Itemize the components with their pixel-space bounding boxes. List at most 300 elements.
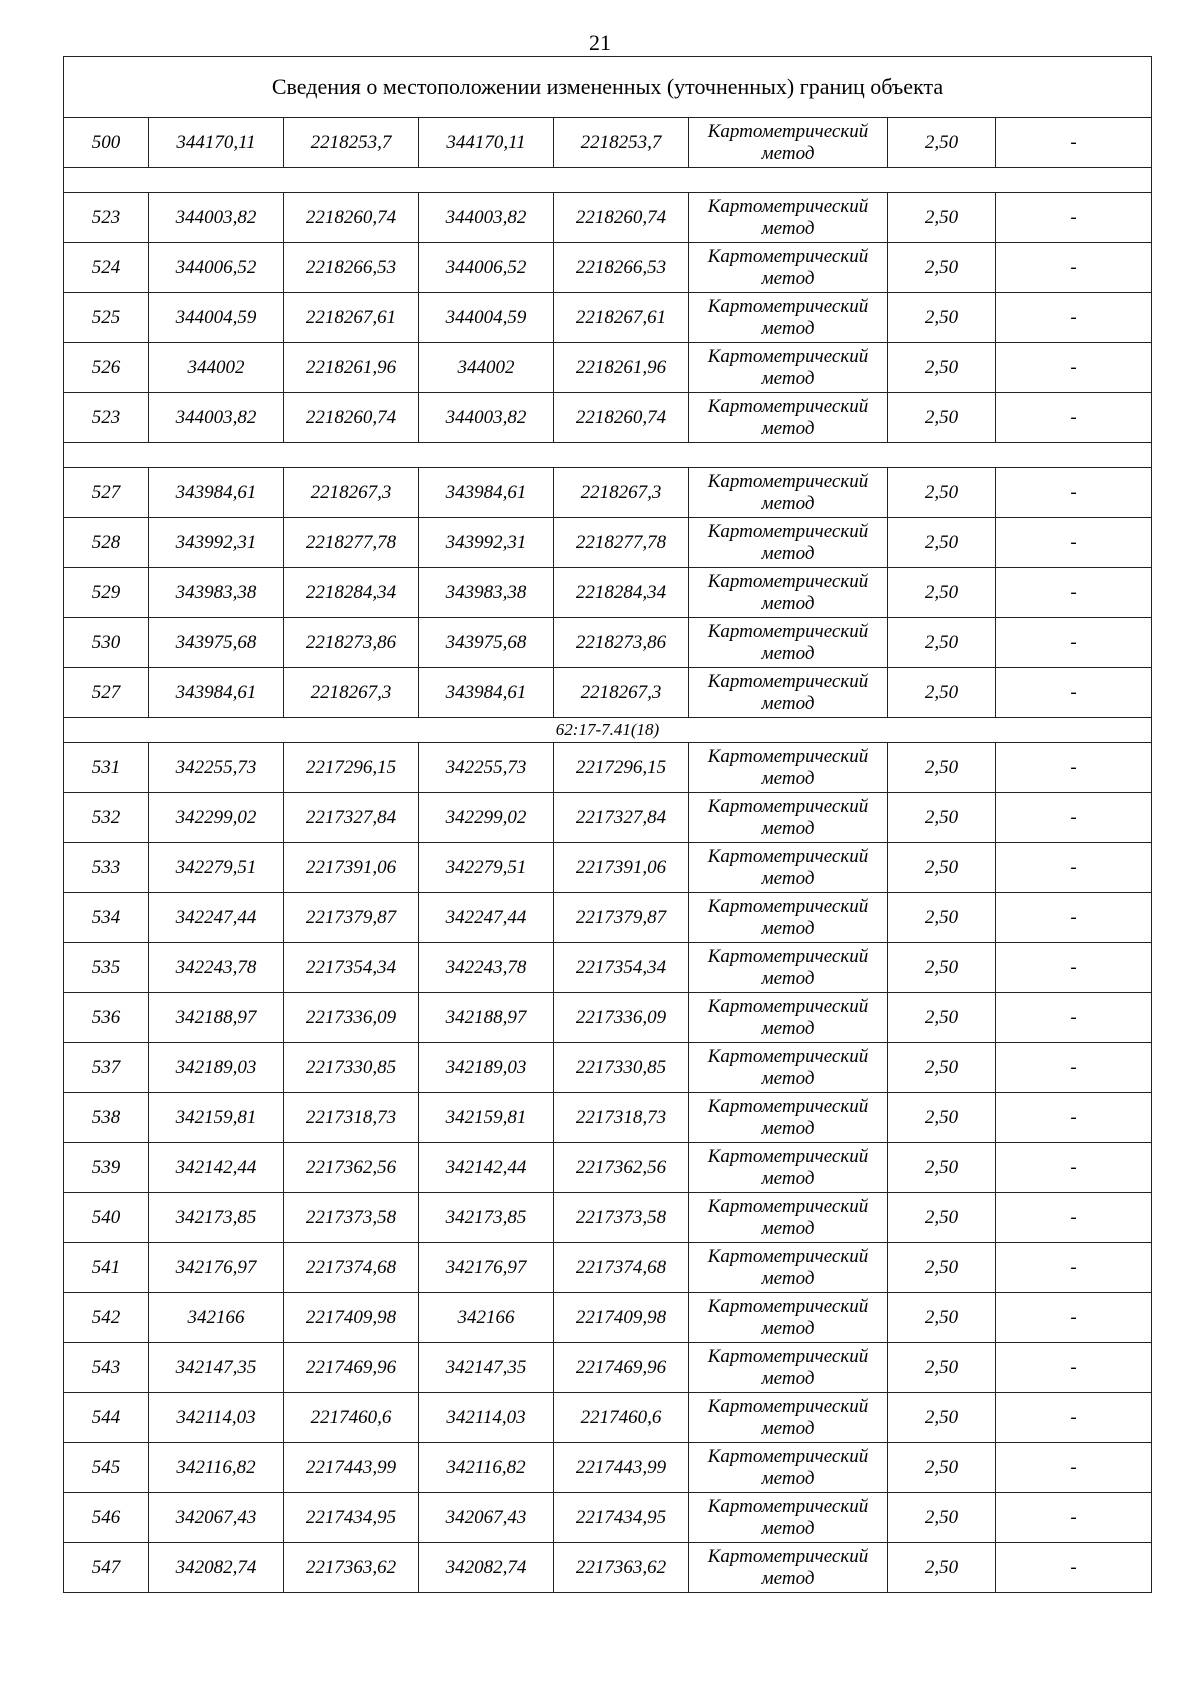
note-cell: -	[996, 668, 1152, 718]
table-row	[64, 1043, 1152, 1093]
accuracy-cell: 2,50	[888, 1493, 996, 1543]
x-new-cell: 344003,82	[419, 393, 554, 443]
y-new-cell: 2217318,73	[554, 1093, 689, 1143]
note-cell: -	[996, 1493, 1152, 1543]
table-row	[64, 343, 1152, 393]
contour-separator-row	[64, 168, 1152, 193]
table-row	[64, 118, 1152, 168]
method-cell	[689, 993, 888, 1043]
y-existing-cell: 2217354,34	[284, 943, 419, 993]
point-number-cell: 534	[64, 893, 149, 943]
y-new-cell: 2217354,34	[554, 943, 689, 993]
accuracy-cell: 2,50	[888, 1093, 996, 1143]
method-cell	[689, 118, 888, 168]
note-cell: -	[996, 118, 1152, 168]
accuracy-cell: 2,50	[888, 668, 996, 718]
table-row	[64, 893, 1152, 943]
x-existing-cell: 344003,82	[149, 393, 284, 443]
point-number-cell: 537	[64, 1043, 149, 1093]
accuracy-cell: 2,50	[888, 468, 996, 518]
point-number-cell: 533	[64, 843, 149, 893]
accuracy-cell: 2,50	[888, 518, 996, 568]
method-line1: Картометрический	[707, 295, 869, 317]
method-line1: Картометрический	[707, 1545, 869, 1567]
table-row	[64, 1543, 1152, 1593]
note-cell: -	[996, 393, 1152, 443]
method-line2: метод	[761, 767, 815, 789]
method-cell	[689, 1343, 888, 1393]
method-cell	[689, 1043, 888, 1093]
method-line2: метод	[761, 417, 815, 439]
method-line2: метод	[761, 142, 815, 164]
y-existing-cell: 2218267,61	[284, 293, 419, 343]
table-row	[64, 1193, 1152, 1243]
y-new-cell: 2217391,06	[554, 843, 689, 893]
table-row	[64, 568, 1152, 618]
note-cell: -	[996, 793, 1152, 843]
y-existing-cell: 2218273,86	[284, 618, 419, 668]
x-existing-cell: 342166	[149, 1293, 284, 1343]
point-number-cell: 528	[64, 518, 149, 568]
y-new-cell: 2217296,15	[554, 743, 689, 793]
point-number-cell: 523	[64, 393, 149, 443]
accuracy-cell: 2,50	[888, 243, 996, 293]
y-existing-cell: 2217327,84	[284, 793, 419, 843]
method-line2: метод	[761, 1067, 815, 1089]
method-cell	[689, 1493, 888, 1543]
y-existing-cell: 2217296,15	[284, 743, 419, 793]
method-cell	[689, 668, 888, 718]
point-number-cell: 527	[64, 468, 149, 518]
y-existing-cell: 2217363,62	[284, 1543, 419, 1593]
x-new-cell: 344006,52	[419, 243, 554, 293]
point-number-cell: 530	[64, 618, 149, 668]
point-number-cell: 542	[64, 1293, 149, 1343]
method-line1: Картометрический	[707, 570, 869, 592]
method-line1: Картометрический	[707, 245, 869, 267]
note-cell: -	[996, 1443, 1152, 1493]
y-existing-cell: 2217318,73	[284, 1093, 419, 1143]
y-existing-cell: 2218260,74	[284, 393, 419, 443]
note-cell: -	[996, 1543, 1152, 1593]
y-new-cell: 2218267,61	[554, 293, 689, 343]
point-number-cell: 531	[64, 743, 149, 793]
table-row	[64, 468, 1152, 518]
method-line1: Картометрический	[707, 1095, 869, 1117]
method-line1: Картометрический	[707, 995, 869, 1017]
y-existing-cell: 2218284,34	[284, 568, 419, 618]
point-number-cell: 539	[64, 1143, 149, 1193]
note-cell: -	[996, 1043, 1152, 1093]
x-existing-cell: 344002	[149, 343, 284, 393]
method-line1: Картометрический	[707, 1145, 869, 1167]
point-number-cell: 535	[64, 943, 149, 993]
note-cell: -	[996, 1293, 1152, 1343]
method-line2: метод	[761, 1267, 815, 1289]
contour-label: 62:17-7.41(18)	[64, 718, 1152, 743]
accuracy-cell: 2,50	[888, 293, 996, 343]
method-line2: метод	[761, 1417, 815, 1439]
table-row	[64, 743, 1152, 793]
y-new-cell: 2217409,98	[554, 1293, 689, 1343]
x-existing-cell: 344170,11	[149, 118, 284, 168]
table-row	[64, 243, 1152, 293]
x-existing-cell: 342147,35	[149, 1343, 284, 1393]
method-line2: метод	[761, 317, 815, 339]
table-row	[64, 193, 1152, 243]
method-line2: метод	[761, 692, 815, 714]
y-new-cell: 2217379,87	[554, 893, 689, 943]
x-existing-cell: 343975,68	[149, 618, 284, 668]
note-cell: -	[996, 193, 1152, 243]
accuracy-cell: 2,50	[888, 393, 996, 443]
x-new-cell: 342082,74	[419, 1543, 554, 1593]
x-new-cell: 342142,44	[419, 1143, 554, 1193]
x-new-cell: 342166	[419, 1293, 554, 1343]
x-existing-cell: 342247,44	[149, 893, 284, 943]
x-existing-cell: 342279,51	[149, 843, 284, 893]
x-existing-cell: 344003,82	[149, 193, 284, 243]
x-existing-cell: 343992,31	[149, 518, 284, 568]
method-cell	[689, 1443, 888, 1493]
y-new-cell: 2218253,7	[554, 118, 689, 168]
method-line2: метод	[761, 367, 815, 389]
note-cell: -	[996, 518, 1152, 568]
y-new-cell: 2217363,62	[554, 1543, 689, 1593]
method-line2: метод	[761, 1367, 815, 1389]
x-existing-cell: 343984,61	[149, 668, 284, 718]
x-existing-cell: 342255,73	[149, 743, 284, 793]
method-line1: Картометрический	[707, 345, 869, 367]
y-new-cell: 2217373,58	[554, 1193, 689, 1243]
method-cell	[689, 193, 888, 243]
x-new-cell: 342279,51	[419, 843, 554, 893]
method-cell	[689, 393, 888, 443]
y-new-cell: 2218260,74	[554, 193, 689, 243]
method-cell	[689, 568, 888, 618]
method-line1: Картометрический	[707, 745, 869, 767]
x-new-cell: 343983,38	[419, 568, 554, 618]
contour-separator-row	[64, 718, 1152, 743]
accuracy-cell: 2,50	[888, 843, 996, 893]
y-existing-cell: 2218261,96	[284, 343, 419, 393]
accuracy-cell: 2,50	[888, 1443, 996, 1493]
accuracy-cell: 2,50	[888, 1143, 996, 1193]
point-number-cell: 546	[64, 1493, 149, 1543]
y-new-cell: 2218266,53	[554, 243, 689, 293]
table-row	[64, 1393, 1152, 1443]
accuracy-cell: 2,50	[888, 1193, 996, 1243]
method-line2: метод	[761, 217, 815, 239]
method-line2: метод	[761, 917, 815, 939]
note-cell: -	[996, 618, 1152, 668]
accuracy-cell: 2,50	[888, 1293, 996, 1343]
point-number-cell: 545	[64, 1443, 149, 1493]
y-existing-cell: 2218267,3	[284, 468, 419, 518]
x-new-cell: 342147,35	[419, 1343, 554, 1393]
accuracy-cell: 2,50	[888, 1243, 996, 1293]
y-existing-cell: 2217409,98	[284, 1293, 419, 1343]
method-line2: метод	[761, 542, 815, 564]
y-existing-cell: 2217374,68	[284, 1243, 419, 1293]
x-existing-cell: 342116,82	[149, 1443, 284, 1493]
method-line1: Картометрический	[707, 895, 869, 917]
x-new-cell: 342247,44	[419, 893, 554, 943]
point-number-cell: 540	[64, 1193, 149, 1243]
y-new-cell: 2217327,84	[554, 793, 689, 843]
point-number-cell: 529	[64, 568, 149, 618]
accuracy-cell: 2,50	[888, 618, 996, 668]
method-line1: Картометрический	[707, 520, 869, 542]
table-row	[64, 793, 1152, 843]
method-line1: Картометрический	[707, 1445, 869, 1467]
x-new-cell: 342067,43	[419, 1493, 554, 1543]
method-line1: Картометрический	[707, 1045, 869, 1067]
x-new-cell: 342188,97	[419, 993, 554, 1043]
accuracy-cell: 2,50	[888, 943, 996, 993]
method-cell	[689, 343, 888, 393]
y-existing-cell: 2217379,87	[284, 893, 419, 943]
x-existing-cell: 342176,97	[149, 1243, 284, 1293]
y-existing-cell: 2217434,95	[284, 1493, 419, 1543]
method-line2: метод	[761, 817, 815, 839]
method-cell	[689, 1393, 888, 1443]
accuracy-cell: 2,50	[888, 1343, 996, 1393]
method-line2: метод	[761, 967, 815, 989]
method-cell	[689, 618, 888, 668]
note-cell: -	[996, 1393, 1152, 1443]
method-line2: метод	[761, 1517, 815, 1539]
method-line2: метод	[761, 1167, 815, 1189]
x-new-cell: 344004,59	[419, 293, 554, 343]
note-cell: -	[996, 1143, 1152, 1193]
method-cell	[689, 518, 888, 568]
accuracy-cell: 2,50	[888, 793, 996, 843]
x-new-cell: 342173,85	[419, 1193, 554, 1243]
note-cell: -	[996, 993, 1152, 1043]
note-cell: -	[996, 743, 1152, 793]
x-new-cell: 343992,31	[419, 518, 554, 568]
method-line2: метод	[761, 1467, 815, 1489]
method-cell	[689, 1543, 888, 1593]
y-new-cell: 2217443,99	[554, 1443, 689, 1493]
point-number-cell: 523	[64, 193, 149, 243]
table-row	[64, 293, 1152, 343]
page-number: 21	[589, 30, 611, 55]
table-row	[64, 843, 1152, 893]
y-existing-cell: 2217469,96	[284, 1343, 419, 1393]
method-line2: метод	[761, 642, 815, 664]
method-cell	[689, 293, 888, 343]
x-existing-cell: 343983,38	[149, 568, 284, 618]
coordinates-table	[63, 56, 1152, 1593]
x-existing-cell: 342299,02	[149, 793, 284, 843]
point-number-cell: 526	[64, 343, 149, 393]
table-row	[64, 668, 1152, 718]
point-number-cell: 536	[64, 993, 149, 1043]
x-new-cell: 342255,73	[419, 743, 554, 793]
method-cell	[689, 893, 888, 943]
table-row	[64, 1343, 1152, 1393]
method-cell	[689, 1143, 888, 1193]
method-line2: метод	[761, 267, 815, 289]
accuracy-cell: 2,50	[888, 1543, 996, 1593]
y-new-cell: 2217330,85	[554, 1043, 689, 1093]
x-existing-cell: 342188,97	[149, 993, 284, 1043]
table-row	[64, 1443, 1152, 1493]
method-line1: Картометрический	[707, 670, 869, 692]
method-cell	[689, 243, 888, 293]
method-line2: метод	[761, 1217, 815, 1239]
x-existing-cell: 342114,03	[149, 1393, 284, 1443]
note-cell: -	[996, 343, 1152, 393]
note-cell: -	[996, 1193, 1152, 1243]
method-line1: Картометрический	[707, 1295, 869, 1317]
method-line1: Картометрический	[707, 395, 869, 417]
method-line1: Картометрический	[707, 1495, 869, 1517]
table-row	[64, 1493, 1152, 1543]
note-cell: -	[996, 1343, 1152, 1393]
y-existing-cell: 2218277,78	[284, 518, 419, 568]
y-existing-cell: 2217373,58	[284, 1193, 419, 1243]
note-cell: -	[996, 568, 1152, 618]
accuracy-cell: 2,50	[888, 893, 996, 943]
method-line2: метод	[761, 1317, 815, 1339]
accuracy-cell: 2,50	[888, 568, 996, 618]
accuracy-cell: 2,50	[888, 193, 996, 243]
point-number-cell: 500	[64, 118, 149, 168]
x-new-cell: 343984,61	[419, 668, 554, 718]
table-title: Сведения о местоположении измененных (уточненных) границ объекта	[64, 57, 1152, 118]
method-line2: метод	[761, 592, 815, 614]
x-existing-cell: 344006,52	[149, 243, 284, 293]
x-new-cell: 342116,82	[419, 1443, 554, 1493]
y-existing-cell: 2218260,74	[284, 193, 419, 243]
y-new-cell: 2217336,09	[554, 993, 689, 1043]
method-line1: Картометрический	[707, 470, 869, 492]
y-existing-cell: 2217460,6	[284, 1393, 419, 1443]
y-existing-cell: 2217391,06	[284, 843, 419, 893]
y-existing-cell: 2217336,09	[284, 993, 419, 1043]
point-number-cell: 543	[64, 1343, 149, 1393]
y-new-cell: 2218261,96	[554, 343, 689, 393]
table-row	[64, 518, 1152, 568]
table-row	[64, 1093, 1152, 1143]
x-existing-cell: 342243,78	[149, 943, 284, 993]
note-cell: -	[996, 1093, 1152, 1143]
y-new-cell: 2217469,96	[554, 1343, 689, 1393]
method-line2: метод	[761, 1117, 815, 1139]
method-line2: метод	[761, 1017, 815, 1039]
x-new-cell: 342299,02	[419, 793, 554, 843]
contour-label	[64, 168, 1152, 193]
table-row	[64, 1143, 1152, 1193]
point-number-cell: 547	[64, 1543, 149, 1593]
y-existing-cell: 2217443,99	[284, 1443, 419, 1493]
method-cell	[689, 793, 888, 843]
x-new-cell: 343984,61	[419, 468, 554, 518]
accuracy-cell: 2,50	[888, 1393, 996, 1443]
x-new-cell: 342176,97	[419, 1243, 554, 1293]
method-line2: метод	[761, 492, 815, 514]
method-line2: метод	[761, 867, 815, 889]
x-new-cell: 342189,03	[419, 1043, 554, 1093]
point-number-cell: 527	[64, 668, 149, 718]
method-cell	[689, 843, 888, 893]
x-existing-cell: 342159,81	[149, 1093, 284, 1143]
method-cell	[689, 1293, 888, 1343]
x-existing-cell: 342067,43	[149, 1493, 284, 1543]
method-line1: Картометрический	[707, 1345, 869, 1367]
y-existing-cell: 2218267,3	[284, 668, 419, 718]
x-existing-cell: 342082,74	[149, 1543, 284, 1593]
table-row	[64, 943, 1152, 993]
y-new-cell: 2218260,74	[554, 393, 689, 443]
y-new-cell: 2218267,3	[554, 468, 689, 518]
point-number-cell: 524	[64, 243, 149, 293]
x-new-cell: 344003,82	[419, 193, 554, 243]
method-cell	[689, 743, 888, 793]
y-new-cell: 2217434,95	[554, 1493, 689, 1543]
method-line1: Картометрический	[707, 1195, 869, 1217]
method-cell	[689, 1093, 888, 1143]
accuracy-cell: 2,50	[888, 343, 996, 393]
note-cell: -	[996, 943, 1152, 993]
x-existing-cell: 343984,61	[149, 468, 284, 518]
point-number-cell: 544	[64, 1393, 149, 1443]
point-number-cell: 532	[64, 793, 149, 843]
method-line2: метод	[761, 1567, 815, 1589]
y-new-cell: 2218277,78	[554, 518, 689, 568]
accuracy-cell: 2,50	[888, 743, 996, 793]
contour-separator-row	[64, 443, 1152, 468]
table-title-row	[64, 57, 1152, 118]
y-existing-cell: 2218253,7	[284, 118, 419, 168]
method-cell	[689, 468, 888, 518]
method-line1: Картометрический	[707, 1245, 869, 1267]
table-row	[64, 1243, 1152, 1293]
method-line1: Картометрический	[707, 795, 869, 817]
x-new-cell: 343975,68	[419, 618, 554, 668]
method-line1: Картометрический	[707, 120, 869, 142]
method-cell	[689, 1243, 888, 1293]
y-existing-cell: 2217330,85	[284, 1043, 419, 1093]
method-cell	[689, 1193, 888, 1243]
point-number-cell: 541	[64, 1243, 149, 1293]
x-new-cell: 344170,11	[419, 118, 554, 168]
accuracy-cell: 2,50	[888, 1043, 996, 1093]
table-row	[64, 393, 1152, 443]
method-line1: Картометрический	[707, 845, 869, 867]
x-existing-cell: 342142,44	[149, 1143, 284, 1193]
y-new-cell: 2218284,34	[554, 568, 689, 618]
y-new-cell: 2217374,68	[554, 1243, 689, 1293]
x-new-cell: 342159,81	[419, 1093, 554, 1143]
note-cell: -	[996, 293, 1152, 343]
method-line1: Картометрический	[707, 945, 869, 967]
note-cell: -	[996, 243, 1152, 293]
y-new-cell: 2217362,56	[554, 1143, 689, 1193]
accuracy-cell: 2,50	[888, 993, 996, 1043]
accuracy-cell: 2,50	[888, 118, 996, 168]
y-new-cell: 2217460,6	[554, 1393, 689, 1443]
method-line1: Картометрический	[707, 195, 869, 217]
contour-label	[64, 443, 1152, 468]
point-number-cell: 525	[64, 293, 149, 343]
x-new-cell: 342114,03	[419, 1393, 554, 1443]
x-existing-cell: 342173,85	[149, 1193, 284, 1243]
x-new-cell: 344002	[419, 343, 554, 393]
